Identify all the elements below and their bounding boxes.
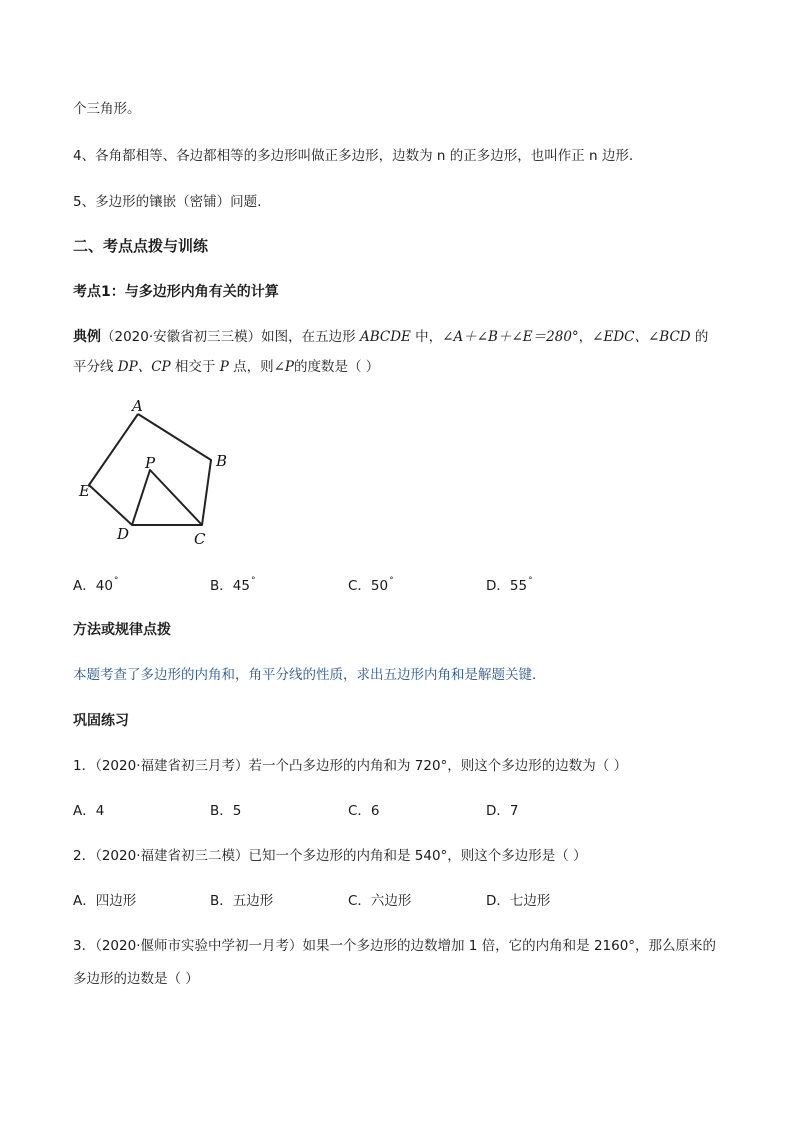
example-tail: 的 [690,329,709,345]
bisector-lines [132,470,202,525]
q1-choice-b: B．5 [210,803,242,819]
example-line2-d: 的度数是（ ） [294,359,380,375]
item-5: 5、多边形的镶嵌（密铺）问题. [73,194,262,210]
example-line-1 [73,327,708,347]
question-3-line-2: 多边形的边数是（ ） [73,971,199,987]
vertex-label-e: E [79,482,90,500]
bisected-angles: ∠EDC、∠BCD [592,329,691,345]
question-2: 2．（2020·福建省初三二模）已知一个多边形的内角和是 540°，则这个多边形是（ ） [73,848,587,864]
vertex-label-p: P [145,454,156,472]
text-line: 个三角形。 [73,101,141,117]
example-comma: ， [578,329,593,345]
kaodian-heading: 考点1：与多边形内角有关的计算 [73,284,279,300]
example-choice-d: D．55° [486,576,533,594]
example-choice-c: C．50° [348,576,394,594]
q1-choice-a: A．4 [73,803,105,819]
q2-choice-d: D．七边形 [486,893,551,909]
example-line2-c: 点，则 [228,359,274,375]
pentagon-figure [72,392,242,552]
example-line-2 [73,357,379,377]
bisector-segments: DP、CP [117,359,171,375]
example-choice-a: A．40° [73,576,119,594]
question-3-line-1: 3．（2020·偃师市实验中学初一月考）如果一个多边形的边数增加 1 倍，它的内角和是 2160°，那么原来的 [73,938,717,954]
example-line2-b: 相交于 [170,359,220,375]
example-mid: 中， [410,329,443,345]
practice-heading: 巩固练习 [73,713,129,729]
q1-choice-d: D．7 [486,803,519,819]
example-choice-b: B．45° [210,576,256,594]
example-label: 典例 [73,329,101,345]
method-text: 本题考查了多边形的内角和，角平分线的性质，求出五边形内角和是解题关键． [73,667,546,683]
q2-choice-c: C．六边形 [348,893,412,909]
angle-p: ∠P [273,359,295,375]
pentagon-name: ABCDE [359,329,411,345]
vertex-label-c: C [194,530,206,548]
item-4: 4、各角都相等、各边都相等的多边形叫做正多边形，边数为 n 的正多边形，也叫作正 n 边形. [73,148,634,164]
q1-choice-c: C．6 [348,803,380,819]
question-1: 1．（2020·福建省初三月考）若一个凸多边形的内角和为 720°，则这个多边形的边数为（ ） [73,758,628,774]
example-line2-a: 平分线 [73,359,118,375]
angle-sum: ∠A＋∠B＋∠E＝280° [442,329,579,345]
vertex-label-b: B [216,452,228,470]
example-source: （2020·安徽省初三三模）如图，在五边形 [101,329,360,345]
vertex-label-a: A [132,397,143,415]
method-heading: 方法或规律点拨 [73,622,171,638]
vertex-label-d: D [117,525,130,543]
section-heading: 二、考点点拨与训练 [73,237,209,255]
point-p: P [219,359,229,375]
q2-choice-b: B．五边形 [210,893,274,909]
q2-choice-a: A．四边形 [73,893,137,909]
